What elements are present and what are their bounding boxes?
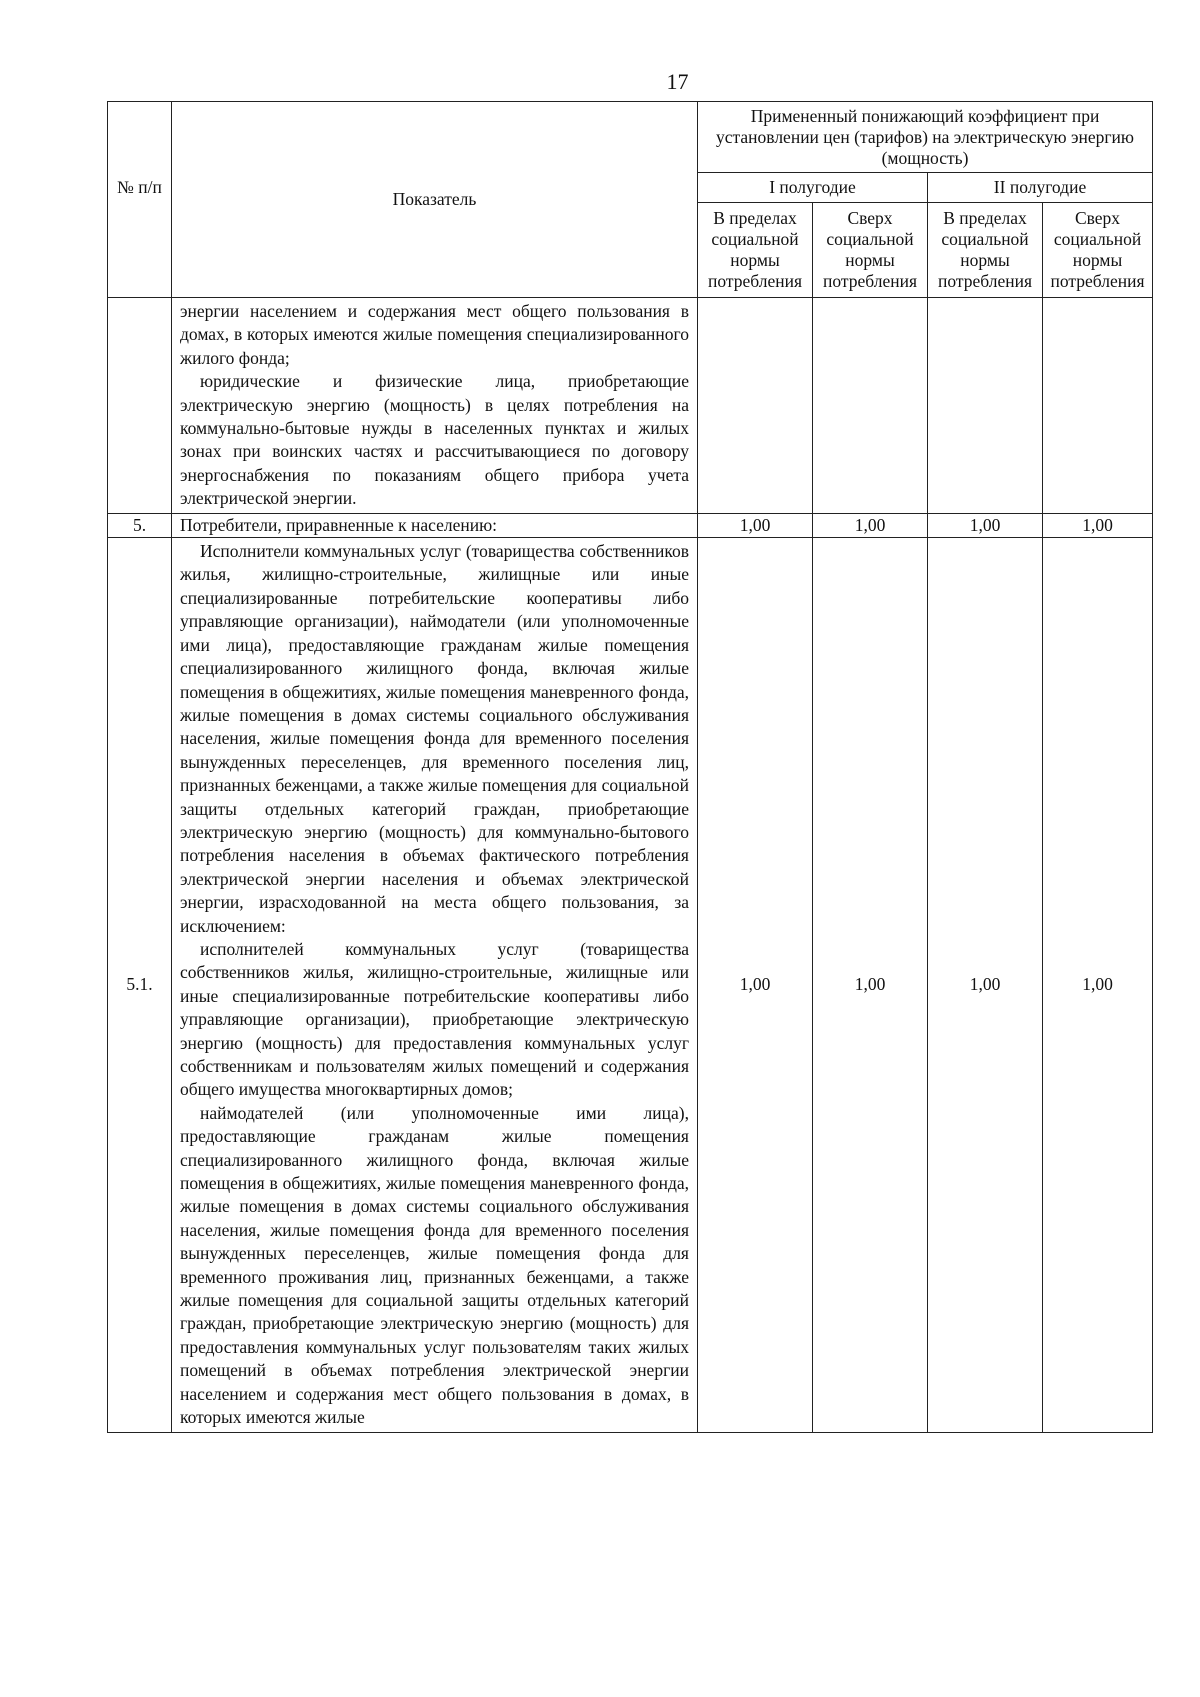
value-h1-above — [813, 298, 928, 514]
header-half1-above-label: Сверх социальной нормы потребления — [822, 208, 917, 291]
coefficient-table — [107, 101, 1153, 1433]
header-coefficient-label: Примененный понижающий коэффициент при установлении цен (тарифов) на электрическую энергию (мощность) — [716, 105, 1134, 168]
value-h2-above: 1,00 — [1043, 538, 1153, 1432]
value-h1-above: 1,00 — [813, 513, 928, 537]
header-coefficient-group — [698, 102, 1153, 173]
header-indicator — [172, 102, 698, 298]
header-half1-within — [698, 203, 813, 298]
indicator-paragraph: Исполнители коммунальных услуг (товарищества собственников жилья, жилищно-строительные, жилищные или иные специализированные потребительские кооперативы либо управляющие организации), наймодатели (или уполномоченные ими лица), предоставляющие гражданам жилые помещения специализированного жилищного фонда, включая жилые помещения в общежитиях, жилые помещения маневренного фонда, жилые помещения в домах системы социального обслуживания населения, жилые помещения фонда для временного поселения вынужденных переселенцев, для временного поселения лиц, признанных беженцами, а также жилые помещения для социальной защиты отдельных категорий граждан, приобретающие электрическую энергию (мощность) для коммунально-бытового потребления населения в объемах фактического потребления электрической энергии населения и объемах электрической энергии, израсходованной на места общего пользования, за исключением: — [180, 541, 689, 936]
row-indicator — [172, 298, 698, 514]
value-h1-within — [698, 298, 813, 514]
indicator-paragraph: наймодателей (или уполномоченные ими лица), предоставляющие гражданам жилые помещения специализированного жилищного фонда, включая жилые помещения в общежитиях, жилые помещения маневренного фонда, жилые помещения в домах системы социального обслуживания населения, жилые помещения фонда для временного поселения вынужденных переселенцев, жилые помещения фонда для временного проживания лиц, признанных беженцами, а также жилые помещения для социальной защиты отдельных категорий граждан, приобретающие электрическую энергию (мощность) для предоставления коммунальных услуг пользователям таких жилых помещений в объемах потребления электрической энергии населением и содержания мест общего пользования в домах, в которых имеются жилые — [180, 1102, 689, 1428]
indicator-paragraph: энергии населением и содержания мест общего пользования в домах, в которых имеются жилые помещения специализированного жилого фонда; — [180, 301, 689, 368]
header-num — [108, 102, 172, 298]
value-h2-within: 1,00 — [928, 538, 1043, 1432]
indicator-paragraph: исполнителей коммунальных услуг (товарищества собственников жилья, жилищно-строительные, жилищные или иные специализированные потребительские кооперативы либо управляющие организации), приобретающие электрическую энергию (мощность) для предоставления коммунальных услуг собственникам и пользователям жилых помещений и содержания общего имущества многоквартирных домов; — [180, 938, 689, 1100]
header-half2-within-label: В пределах социальной нормы потребления — [937, 208, 1032, 291]
header-half1-within-label: В пределах социальной нормы потребления — [707, 208, 802, 291]
indicator-paragraph: юридические и физические лица, приобретающие электрическую энергию (мощность) в целях потребления на коммунально-бытовые нужды в населенных пунктах и жилых зонах при воинских частях и рассчитывающиеся по договору энергоснабжения по показаниям общего прибора учета электрической энергии. — [180, 371, 689, 509]
header-half1-above — [813, 203, 928, 298]
header-num-label: № п/п — [117, 177, 162, 197]
header-half2-above-label: Сверх социальной нормы потребления — [1050, 208, 1145, 291]
header-half2-label: II полугодие — [993, 177, 1087, 197]
row-num: 5. — [108, 513, 172, 537]
row-num: 5.1. — [108, 538, 172, 1432]
value-h1-within: 1,00 — [698, 538, 813, 1432]
indicator-paragraph: Потребители, приравненные к населению: — [180, 514, 498, 535]
row-indicator — [172, 538, 698, 1432]
header-half1 — [698, 173, 928, 203]
value-h2-above — [1043, 298, 1153, 514]
header-half2-within — [928, 203, 1043, 298]
header-half2-above — [1043, 203, 1153, 298]
header-half1-label: I полугодие — [769, 177, 856, 197]
value-h2-within: 1,00 — [928, 513, 1043, 537]
row-indicator — [172, 513, 698, 537]
page-number: 17 — [666, 69, 689, 94]
row-num — [108, 298, 172, 514]
value-h2-above: 1,00 — [1043, 513, 1153, 537]
table-row — [108, 538, 1153, 1432]
value-h2-within — [928, 298, 1043, 514]
value-h1-above: 1,00 — [813, 538, 928, 1432]
table-row — [108, 298, 1153, 514]
header-row-1 — [108, 102, 1153, 173]
header-indicator-label: Показатель — [392, 189, 477, 209]
table-row — [108, 513, 1153, 537]
header-half2 — [928, 173, 1153, 203]
value-h1-within: 1,00 — [698, 513, 813, 537]
